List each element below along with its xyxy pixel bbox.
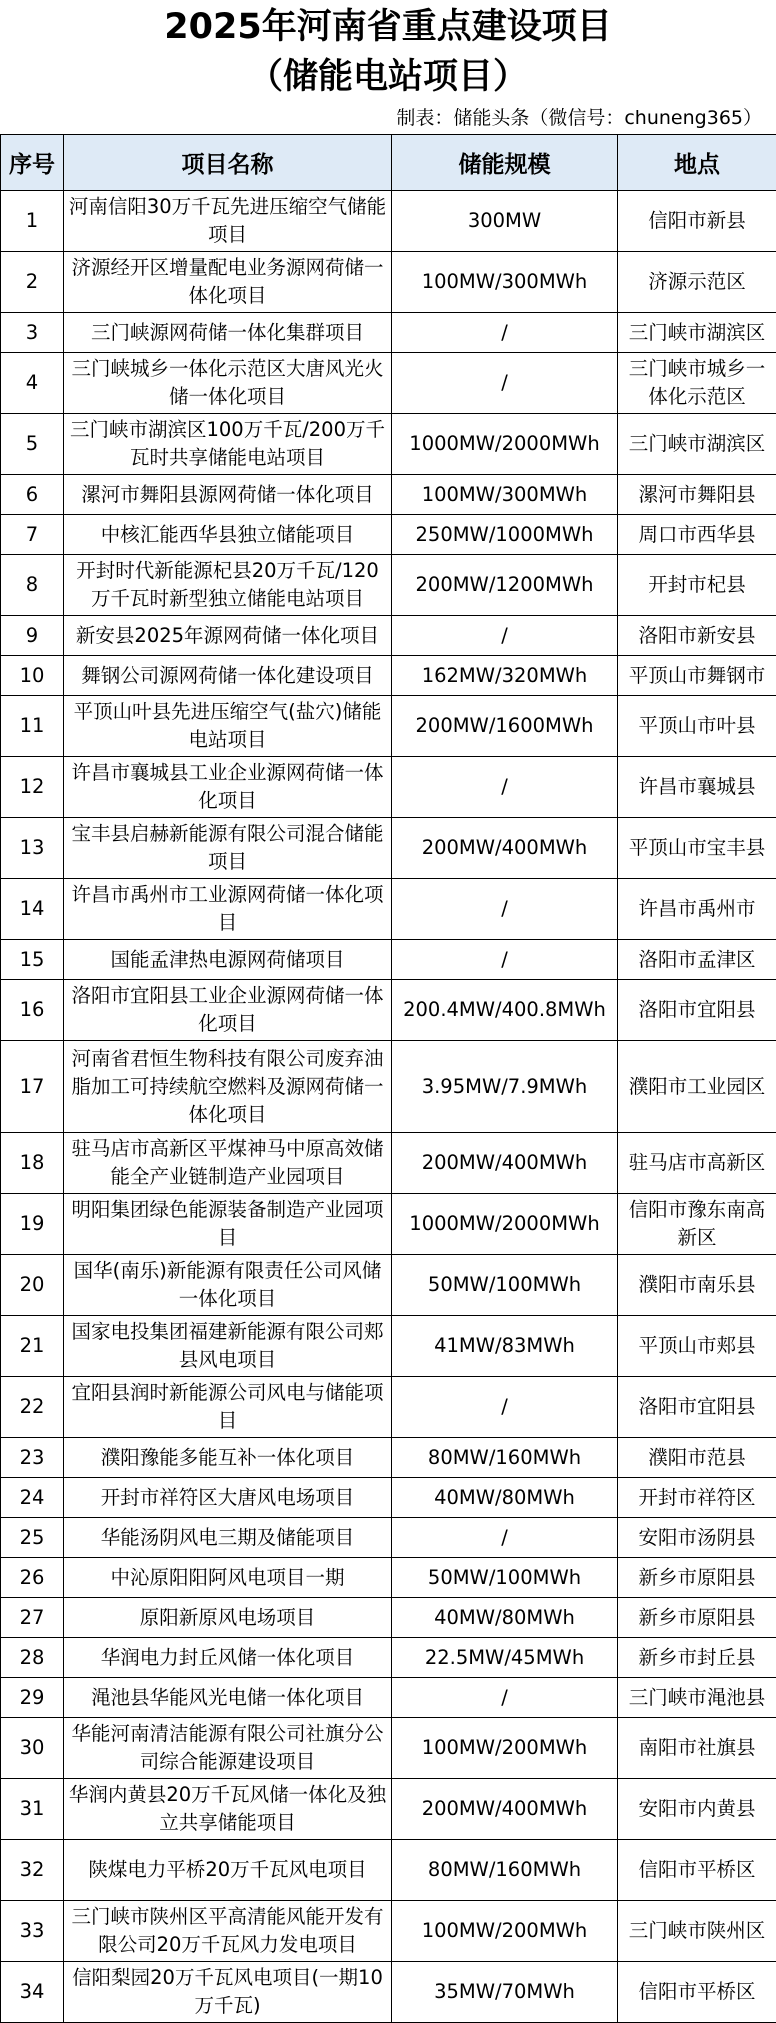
cell-location: 信阳市平桥区 [618, 1840, 776, 1901]
cell-project-name: 国家电投集团福建新能源有限公司郏县风电项目 [64, 1316, 392, 1377]
cell-location: 濮阳市南乐县 [618, 1255, 776, 1316]
cell-location: 济源示范区 [618, 252, 776, 313]
cell-project-name: 宜阳县润时新能源公司风电与储能项目 [64, 1377, 392, 1438]
cell-location: 三门峡市湖滨区 [618, 414, 776, 475]
table-row [1, 1962, 776, 2023]
cell-number: 15 [1, 940, 64, 980]
cell-number: 18 [1, 1133, 64, 1194]
cell-storage-scale: 200MW/1600MWh [392, 696, 618, 757]
cell-location: 三门峡市城乡一体化示范区 [618, 353, 776, 414]
cell-project-name: 洛阳市宜阳县工业企业源网荷储一体化项目 [64, 980, 392, 1041]
column-header-project-name: 项目名称 [64, 135, 392, 191]
cell-location: 信阳市平桥区 [618, 1962, 776, 2023]
cell-storage-scale: 200MW/400MWh [392, 1779, 618, 1840]
cell-storage-scale: / [392, 757, 618, 818]
cell-storage-scale: 1000MW/2000MWh [392, 1194, 618, 1255]
cell-number: 17 [1, 1041, 64, 1133]
table-row [1, 1779, 776, 1840]
table-row [1, 1255, 776, 1316]
cell-project-name: 开封市祥符区大唐风电场项目 [64, 1478, 392, 1518]
cell-storage-scale: 40MW/80MWh [392, 1478, 618, 1518]
cell-location: 濮阳市工业园区 [618, 1041, 776, 1133]
cell-project-name: 中沁原阳阳阿风电项目一期 [64, 1558, 392, 1598]
cell-number: 16 [1, 980, 64, 1041]
table-row [1, 353, 776, 414]
cell-location: 安阳市汤阴县 [618, 1518, 776, 1558]
cell-storage-scale: 50MW/100MWh [392, 1558, 618, 1598]
cell-storage-scale: / [392, 879, 618, 940]
cell-number: 5 [1, 414, 64, 475]
table-row [1, 1718, 776, 1779]
cell-location: 开封市祥符区 [618, 1478, 776, 1518]
column-header-storage-scale: 储能规模 [392, 135, 618, 191]
cell-project-name: 驻马店市高新区平煤神马中原高效储能全产业链制造产业园项目 [64, 1133, 392, 1194]
cell-number: 12 [1, 757, 64, 818]
table-row [1, 555, 776, 616]
cell-project-name: 三门峡源网荷储一体化集群项目 [64, 313, 392, 353]
cell-project-name: 许昌市禹州市工业源网荷储一体化项目 [64, 879, 392, 940]
cell-number: 29 [1, 1678, 64, 1718]
cell-location: 新乡市原阳县 [618, 1558, 776, 1598]
cell-project-name: 河南省君恒生物科技有限公司废弃油脂加工可持续航空燃料及源网荷储一体化项目 [64, 1041, 392, 1133]
column-header-number: 序号 [1, 135, 64, 191]
cell-storage-scale: / [392, 1518, 618, 1558]
table-row [1, 515, 776, 555]
cell-storage-scale: 300MW [392, 191, 618, 252]
cell-location: 漯河市舞阳县 [618, 475, 776, 515]
cell-project-name: 宝丰县启赫新能源有限公司混合储能项目 [64, 818, 392, 879]
cell-number: 9 [1, 616, 64, 656]
cell-project-name: 舞钢公司源网荷储一体化建设项目 [64, 656, 392, 696]
cell-project-name: 三门峡市陕州区平高清能风能开发有限公司20万千瓦风力发电项目 [64, 1901, 392, 1962]
cell-storage-scale: / [392, 616, 618, 656]
cell-number: 6 [1, 475, 64, 515]
cell-location: 新乡市封丘县 [618, 1638, 776, 1678]
table-row [1, 1638, 776, 1678]
table-row [1, 1840, 776, 1901]
table-row [1, 980, 776, 1041]
cell-location: 南阳市社旗县 [618, 1718, 776, 1779]
cell-storage-scale: 200.4MW/400.8MWh [392, 980, 618, 1041]
cell-number: 19 [1, 1194, 64, 1255]
cell-project-name: 华能河南清洁能源有限公司社旗分公司综合能源建设项目 [64, 1718, 392, 1779]
table-row [1, 1194, 776, 1255]
cell-number: 3 [1, 313, 64, 353]
table-row [1, 1901, 776, 1962]
cell-location: 洛阳市新安县 [618, 616, 776, 656]
cell-storage-scale: / [392, 940, 618, 980]
table-row [1, 1518, 776, 1558]
cell-storage-scale: / [392, 353, 618, 414]
table-row [1, 1133, 776, 1194]
table-row [1, 1377, 776, 1438]
cell-number: 22 [1, 1377, 64, 1438]
cell-project-name: 河南信阳30万千瓦先进压缩空气储能项目 [64, 191, 392, 252]
cell-project-name: 漯河市舞阳县源网荷储一体化项目 [64, 475, 392, 515]
cell-location: 平顶山市舞钢市 [618, 656, 776, 696]
cell-storage-scale: / [392, 313, 618, 353]
cell-project-name: 华能汤阴风电三期及储能项目 [64, 1518, 392, 1558]
table-row [1, 1678, 776, 1718]
cell-storage-scale: 22.5MW/45MWh [392, 1638, 618, 1678]
table-row [1, 1478, 776, 1518]
cell-project-name: 国能孟津热电源网荷储项目 [64, 940, 392, 980]
table-row [1, 1558, 776, 1598]
table-row [1, 1316, 776, 1377]
cell-location: 平顶山市叶县 [618, 696, 776, 757]
cell-location: 开封市杞县 [618, 555, 776, 616]
cell-project-name: 濮阳豫能多能互补一体化项目 [64, 1438, 392, 1478]
cell-storage-scale: 40MW/80MWh [392, 1598, 618, 1638]
table-row [1, 191, 776, 252]
table-row [1, 616, 776, 656]
cell-storage-scale: 3.95MW/7.9MWh [392, 1041, 618, 1133]
cell-number: 11 [1, 696, 64, 757]
project-table [0, 134, 776, 2023]
table-row [1, 313, 776, 353]
cell-number: 1 [1, 191, 64, 252]
cell-number: 31 [1, 1779, 64, 1840]
cell-location: 平顶山市宝丰县 [618, 818, 776, 879]
page-title: 2025年河南省重点建设项目 [0, 0, 776, 52]
cell-project-name: 信阳梨园20万千瓦风电项目(一期10万千瓦) [64, 1962, 392, 2023]
cell-number: 2 [1, 252, 64, 313]
cell-number: 33 [1, 1901, 64, 1962]
cell-storage-scale: 100MW/200MWh [392, 1901, 618, 1962]
cell-storage-scale: 41MW/83MWh [392, 1316, 618, 1377]
cell-project-name: 华润内黄县20万千瓦风储一体化及独立共享储能项目 [64, 1779, 392, 1840]
cell-location: 许昌市襄城县 [618, 757, 776, 818]
cell-storage-scale: 200MW/1200MWh [392, 555, 618, 616]
cell-number: 7 [1, 515, 64, 555]
cell-location: 平顶山市郏县 [618, 1316, 776, 1377]
cell-location: 新乡市原阳县 [618, 1598, 776, 1638]
cell-number: 27 [1, 1598, 64, 1638]
table-row [1, 475, 776, 515]
table-row [1, 414, 776, 475]
credit-line: 制表：储能头条（微信号：chuneng365） [0, 102, 776, 134]
table-row [1, 696, 776, 757]
cell-location: 许昌市禹州市 [618, 879, 776, 940]
table-row [1, 656, 776, 696]
cell-project-name: 开封时代新能源杞县20万千瓦/120万千瓦时新型独立储能电站项目 [64, 555, 392, 616]
cell-number: 8 [1, 555, 64, 616]
cell-storage-scale: / [392, 1377, 618, 1438]
table-row [1, 940, 776, 980]
cell-project-name: 陕煤电力平桥20万千瓦风电项目 [64, 1840, 392, 1901]
cell-project-name: 新安县2025年源网荷储一体化项目 [64, 616, 392, 656]
cell-location: 三门峡市陕州区 [618, 1901, 776, 1962]
cell-storage-scale: 100MW/300MWh [392, 252, 618, 313]
cell-storage-scale: 35MW/70MWh [392, 1962, 618, 2023]
cell-storage-scale: 80MW/160MWh [392, 1438, 618, 1478]
cell-storage-scale: / [392, 1678, 618, 1718]
cell-number: 4 [1, 353, 64, 414]
cell-location: 周口市西华县 [618, 515, 776, 555]
cell-number: 30 [1, 1718, 64, 1779]
cell-storage-scale: 162MW/320MWh [392, 656, 618, 696]
cell-project-name: 许昌市襄城县工业企业源网荷储一体化项目 [64, 757, 392, 818]
cell-location: 信阳市新县 [618, 191, 776, 252]
cell-number: 13 [1, 818, 64, 879]
page-subtitle: （储能电站项目） [0, 52, 776, 102]
cell-storage-scale: 1000MW/2000MWh [392, 414, 618, 475]
cell-storage-scale: 200MW/400MWh [392, 818, 618, 879]
cell-project-name: 华润电力封丘风储一体化项目 [64, 1638, 392, 1678]
cell-storage-scale: 200MW/400MWh [392, 1133, 618, 1194]
cell-location: 濮阳市范县 [618, 1438, 776, 1478]
cell-project-name: 原阳新原风电场项目 [64, 1598, 392, 1638]
cell-number: 26 [1, 1558, 64, 1598]
cell-number: 21 [1, 1316, 64, 1377]
cell-location: 洛阳市宜阳县 [618, 980, 776, 1041]
table-row [1, 252, 776, 313]
cell-location: 三门峡市渑池县 [618, 1678, 776, 1718]
table-header-row [1, 135, 776, 191]
cell-number: 32 [1, 1840, 64, 1901]
cell-number: 20 [1, 1255, 64, 1316]
cell-project-name: 三门峡城乡一体化示范区大唐风光火储一体化项目 [64, 353, 392, 414]
cell-location: 驻马店市高新区 [618, 1133, 776, 1194]
cell-number: 34 [1, 1962, 64, 2023]
cell-storage-scale: 100MW/300MWh [392, 475, 618, 515]
cell-location: 洛阳市孟津区 [618, 940, 776, 980]
cell-location: 三门峡市湖滨区 [618, 313, 776, 353]
cell-storage-scale: 250MW/1000MWh [392, 515, 618, 555]
cell-number: 14 [1, 879, 64, 940]
cell-location: 安阳市内黄县 [618, 1779, 776, 1840]
cell-location: 洛阳市宜阳县 [618, 1377, 776, 1438]
table-row [1, 879, 776, 940]
cell-storage-scale: 100MW/200MWh [392, 1718, 618, 1779]
cell-project-name: 明阳集团绿色能源装备制造产业园项目 [64, 1194, 392, 1255]
cell-project-name: 中核汇能西华县独立储能项目 [64, 515, 392, 555]
table-body [1, 191, 776, 2023]
cell-number: 24 [1, 1478, 64, 1518]
table-row [1, 1041, 776, 1133]
table-row [1, 757, 776, 818]
cell-storage-scale: 80MW/160MWh [392, 1840, 618, 1901]
cell-storage-scale: 50MW/100MWh [392, 1255, 618, 1316]
table-row [1, 1438, 776, 1478]
column-header-location: 地点 [618, 135, 776, 191]
table-row [1, 818, 776, 879]
cell-location: 信阳市豫东南高新区 [618, 1194, 776, 1255]
cell-project-name: 济源经开区增量配电业务源网荷储一体化项目 [64, 252, 392, 313]
cell-number: 23 [1, 1438, 64, 1478]
cell-project-name: 平顶山叶县先进压缩空气(盐穴)储能电站项目 [64, 696, 392, 757]
cell-number: 28 [1, 1638, 64, 1678]
cell-project-name: 三门峡市湖滨区100万千瓦/200万千瓦时共享储能电站项目 [64, 414, 392, 475]
cell-number: 25 [1, 1518, 64, 1558]
cell-project-name: 渑池县华能风光电储一体化项目 [64, 1678, 392, 1718]
table-row [1, 1598, 776, 1638]
cell-project-name: 国华(南乐)新能源有限责任公司风储一体化项目 [64, 1255, 392, 1316]
cell-number: 10 [1, 656, 64, 696]
